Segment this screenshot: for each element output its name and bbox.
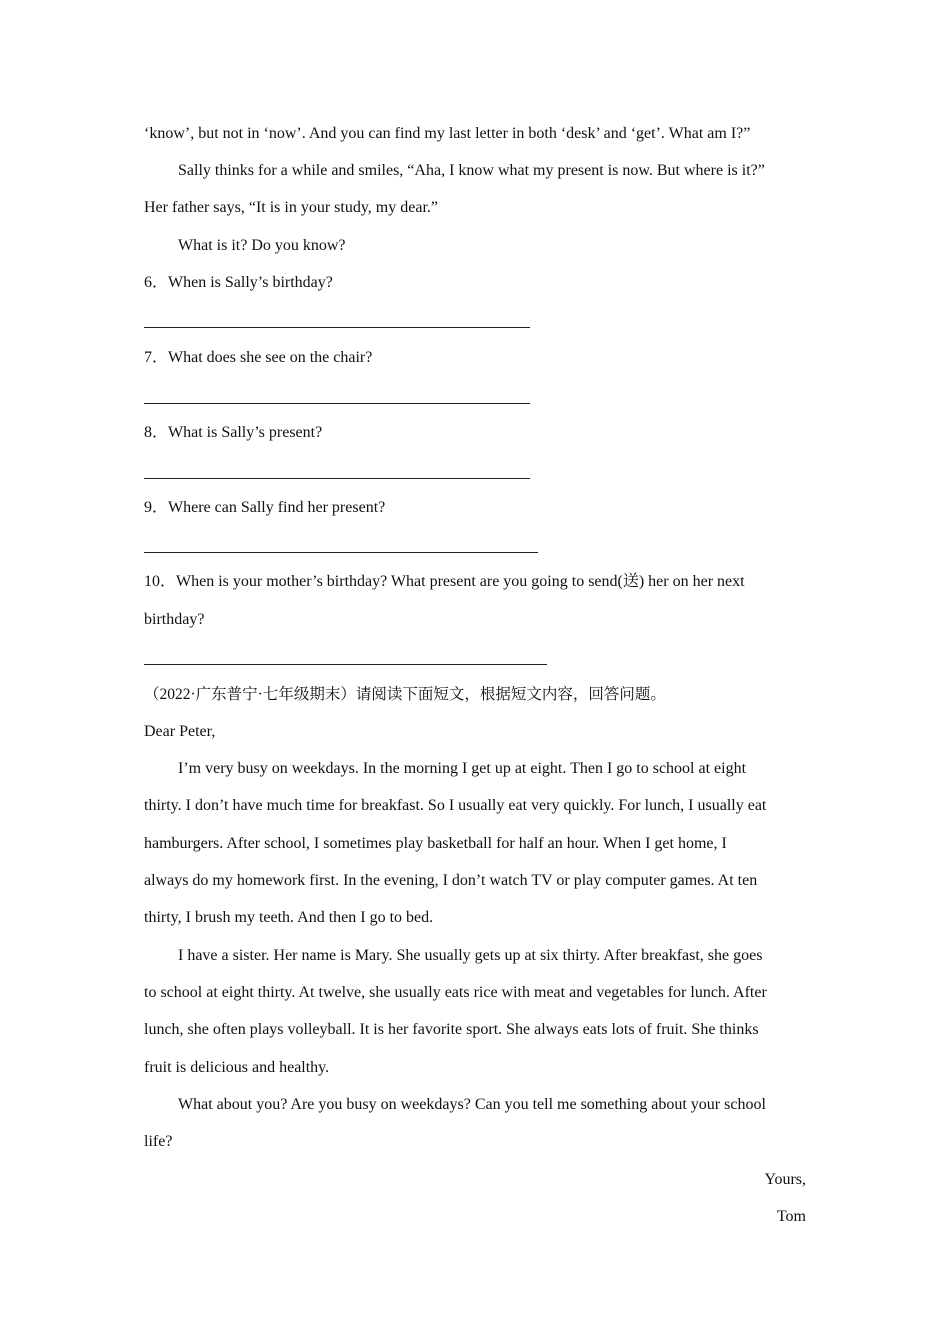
story-line: What is it? Do you know? xyxy=(178,237,346,254)
letter-line: fruit is delicious and healthy. xyxy=(144,1059,330,1076)
letter-line: always do my homework first. In the evening, I don’t watch TV or play computer games. At ten xyxy=(144,872,758,889)
question-8: 8．What is Sally’s present? xyxy=(144,424,323,441)
answer-line-8[interactable] xyxy=(144,478,530,479)
letter-line: I’m very busy on weekdays. In the morning I get up at eight. Then I go to school at eight xyxy=(178,760,747,777)
letter-signature: Tom xyxy=(776,1208,806,1225)
letter-line: hamburgers. After school, I sometimes play basketball for half an hour. When I get home, I xyxy=(144,835,727,852)
answer-line-6[interactable] xyxy=(144,327,530,328)
letter-line: thirty. I don’t have much time for breakfast. So I usually eat very quickly. For lunch, I usually eat xyxy=(144,797,767,814)
question-9: 9．Where can Sally find her present? xyxy=(144,499,386,516)
letter-line: life? xyxy=(144,1133,173,1150)
answer-line-9[interactable] xyxy=(144,552,538,553)
story-line: ‘know’, but not in ‘now’. And you can find my last letter in both ‘desk’ and ‘get’. What am I?” xyxy=(144,125,751,142)
letter-line: to school at eight thirty. At twelve, she usually eats rice with meat and vegetables for lunch. After xyxy=(144,984,767,1001)
answer-line-10[interactable] xyxy=(144,664,547,665)
story-line: Her father says, “It is in your study, my dear.” xyxy=(144,199,438,216)
question-6: 6．When is Sally’s birthday? xyxy=(144,274,333,291)
section-header: （2022·广东普宁·七年级期末）请阅读下面短文，根据短文内容，回答问题。 xyxy=(144,686,666,703)
answer-line-7[interactable] xyxy=(144,403,530,404)
letter-line: What about you? Are you busy on weekdays? Can you tell me something about your school xyxy=(178,1096,766,1113)
letter-greeting: Dear Peter, xyxy=(144,723,216,740)
story-line: Sally thinks for a while and smiles, “Aha, I know what my present is now. But where is it?” xyxy=(178,162,765,179)
letter-line: I have a sister. Her name is Mary. She usually gets up at six thirty. After breakfast, she goes xyxy=(178,947,763,964)
question-10: 10．When is your mother’s birthday? What present are you going to send(送) her on her next xyxy=(144,573,745,590)
letter-closing: Yours, xyxy=(764,1171,806,1188)
letter-line: lunch, she often plays volleyball. It is her favorite sport. She always eats lots of fruit. She thinks xyxy=(144,1021,759,1038)
letter-line: thirty, I brush my teeth. And then I go to bed. xyxy=(144,909,434,926)
question-7: 7．What does she see on the chair? xyxy=(144,349,373,366)
question-10-continued: birthday? xyxy=(144,611,205,628)
